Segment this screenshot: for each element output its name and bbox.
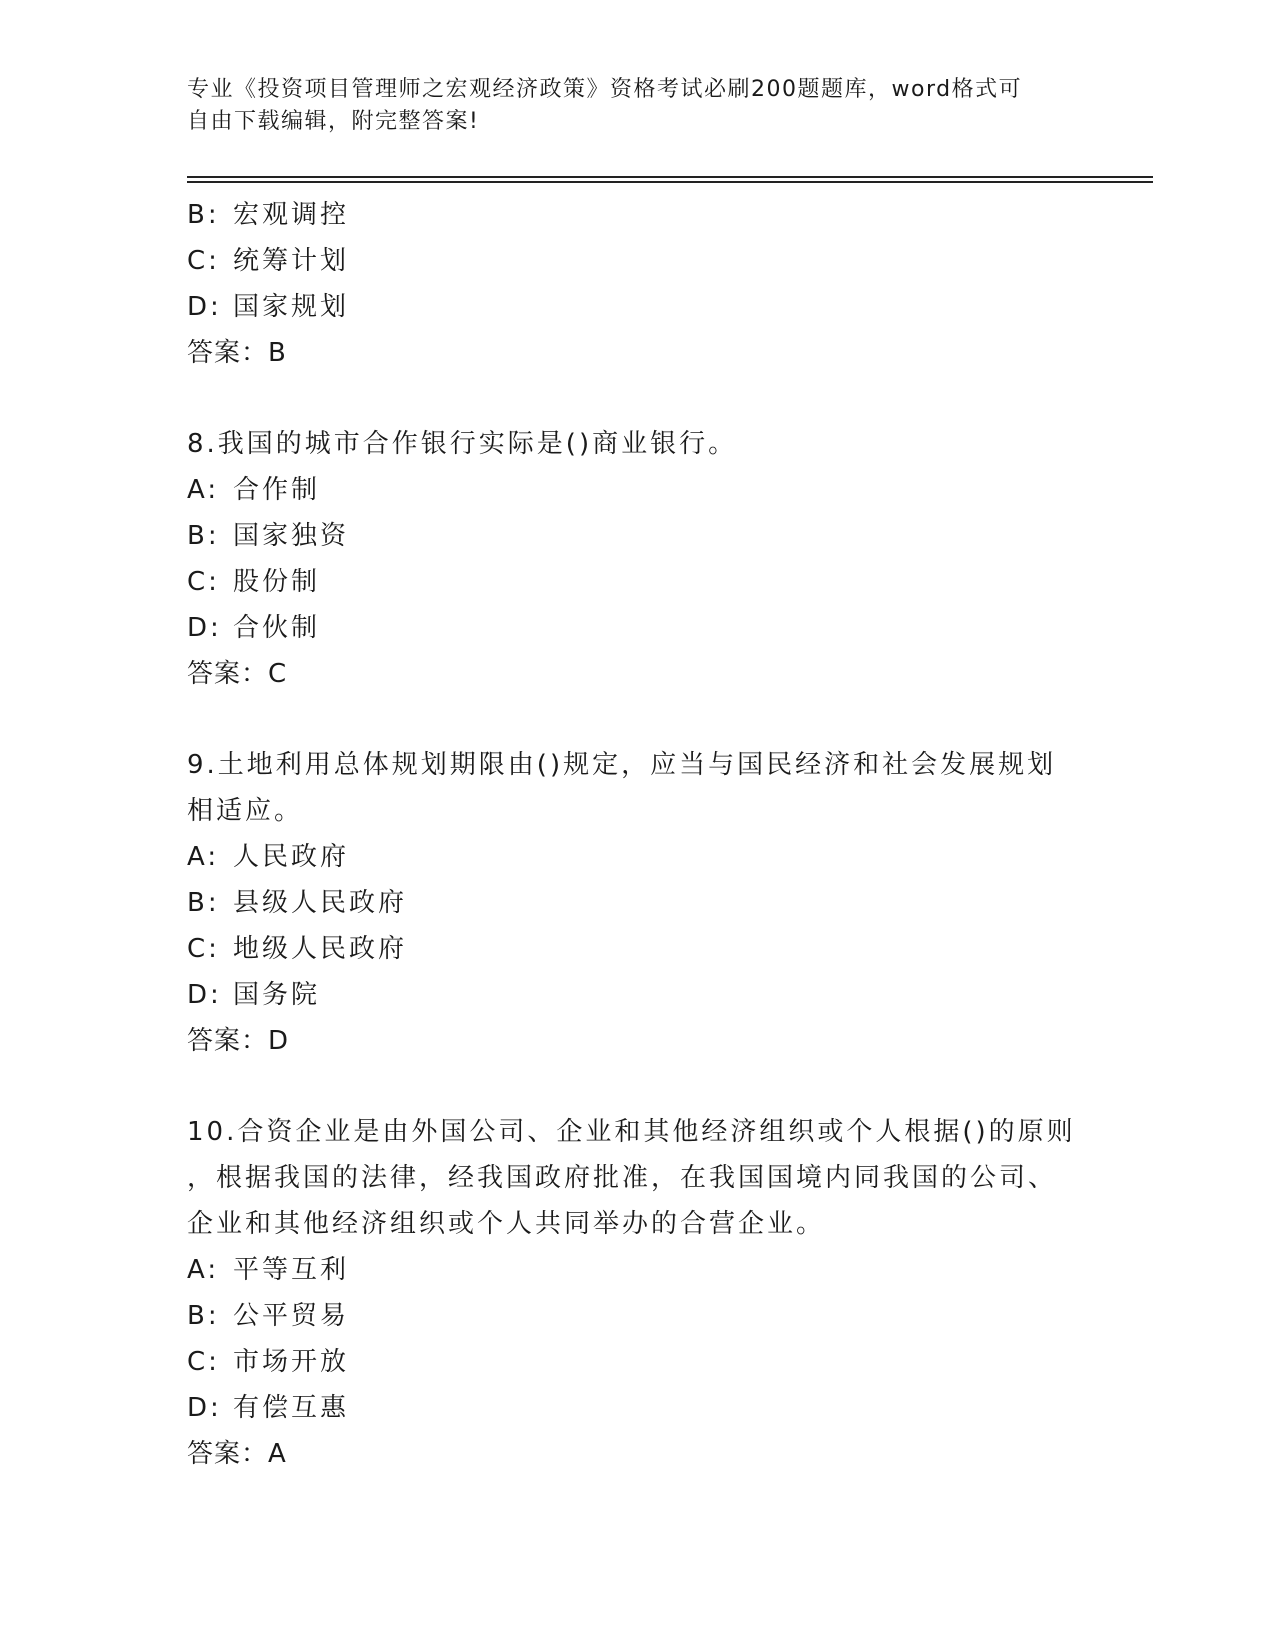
question-text-line-2: 相适应。 [187,796,304,826]
option-text: 国务院 [233,980,321,1010]
spacer [187,1064,1087,1109]
answer-value: B [268,338,286,368]
option-c [187,926,1087,972]
option-letter: D: [187,980,222,1010]
option-text: 国家规划 [233,292,350,322]
option-c [187,559,1087,605]
option-text: 合伙制 [233,613,321,643]
question-text-line-1: 10.合资企业是由外国公司、企业和其他经济组织或个人根据()的原则 [187,1117,1076,1147]
question-text-line-3: 企业和其他经济组织或个人共同举办的合营企业。 [187,1209,826,1239]
header-divider-top [187,176,1153,178]
option-a [187,467,1087,513]
option-d [187,972,1087,1018]
option-a [187,834,1087,880]
option-text: 宏观调控 [233,200,350,230]
question-8 [187,421,1087,697]
option-letter: B: [187,888,220,918]
option-letter: A: [187,475,220,505]
document-header [187,74,1067,138]
option-d [187,1385,1087,1431]
answer-value: C [268,659,287,689]
answer-value: D [268,1026,289,1056]
partial-question [187,192,1087,376]
option-text: 统筹计划 [233,246,350,276]
question-content [187,192,1087,1477]
option-c [187,1339,1087,1385]
answer-line [187,330,1087,376]
question-9 [187,742,1087,1064]
option-b [187,880,1087,926]
header-line-1: 专业《投资项目管理师之宏观经济政策》资格考试必刷200题题库，word格式可 [187,77,1023,102]
question-text-line-2: ，根据我国的法律，经我国政府批准，在我国国境内同我国的公司、 [187,1163,1058,1193]
answer-label: 答案： [187,659,269,689]
answer-line [187,651,1087,697]
option-text: 股份制 [233,567,321,597]
option-b [187,513,1087,559]
option-letter: B: [187,1301,220,1331]
option-letter: C: [187,246,220,276]
option-text: 合作制 [233,475,321,505]
answer-line [187,1431,1087,1477]
option-c [187,238,1087,284]
option-text: 县级人民政府 [233,888,408,918]
option-text: 有偿互惠 [233,1393,350,1423]
question-10 [187,1109,1087,1477]
option-text: 人民政府 [233,842,350,872]
question-text: 8.我国的城市合作银行实际是()商业银行。 [187,429,738,459]
option-text: 市场开放 [233,1347,350,1377]
option-b [187,192,1087,238]
option-letter: D: [187,292,222,322]
option-letter: C: [187,934,220,964]
option-letter: B: [187,200,220,230]
option-text: 平等互利 [233,1255,350,1285]
question-text-line-1: 9.土地利用总体规划期限由()规定，应当与国民经济和社会发展规划 [187,750,1057,780]
spacer [187,376,1087,421]
option-d [187,284,1087,330]
option-letter: D: [187,613,222,643]
option-d [187,605,1087,651]
option-text: 地级人民政府 [233,934,408,964]
spacer [187,697,1087,742]
option-letter: C: [187,1347,220,1377]
option-b [187,1293,1087,1339]
answer-label: 答案： [187,1439,269,1469]
answer-line [187,1018,1087,1064]
option-letter: C: [187,567,220,597]
option-letter: A: [187,1255,220,1285]
option-text: 公平贸易 [233,1301,350,1331]
header-divider-bottom [187,181,1153,183]
answer-label: 答案： [187,1026,269,1056]
option-text: 国家独资 [233,521,350,551]
header-line-2: 自由下载编辑，附完整答案! [187,109,480,134]
option-letter: B: [187,521,220,551]
answer-value: A [268,1439,286,1469]
answer-label: 答案： [187,338,269,368]
option-letter: A: [187,842,220,872]
option-a [187,1247,1087,1293]
option-letter: D: [187,1393,222,1423]
